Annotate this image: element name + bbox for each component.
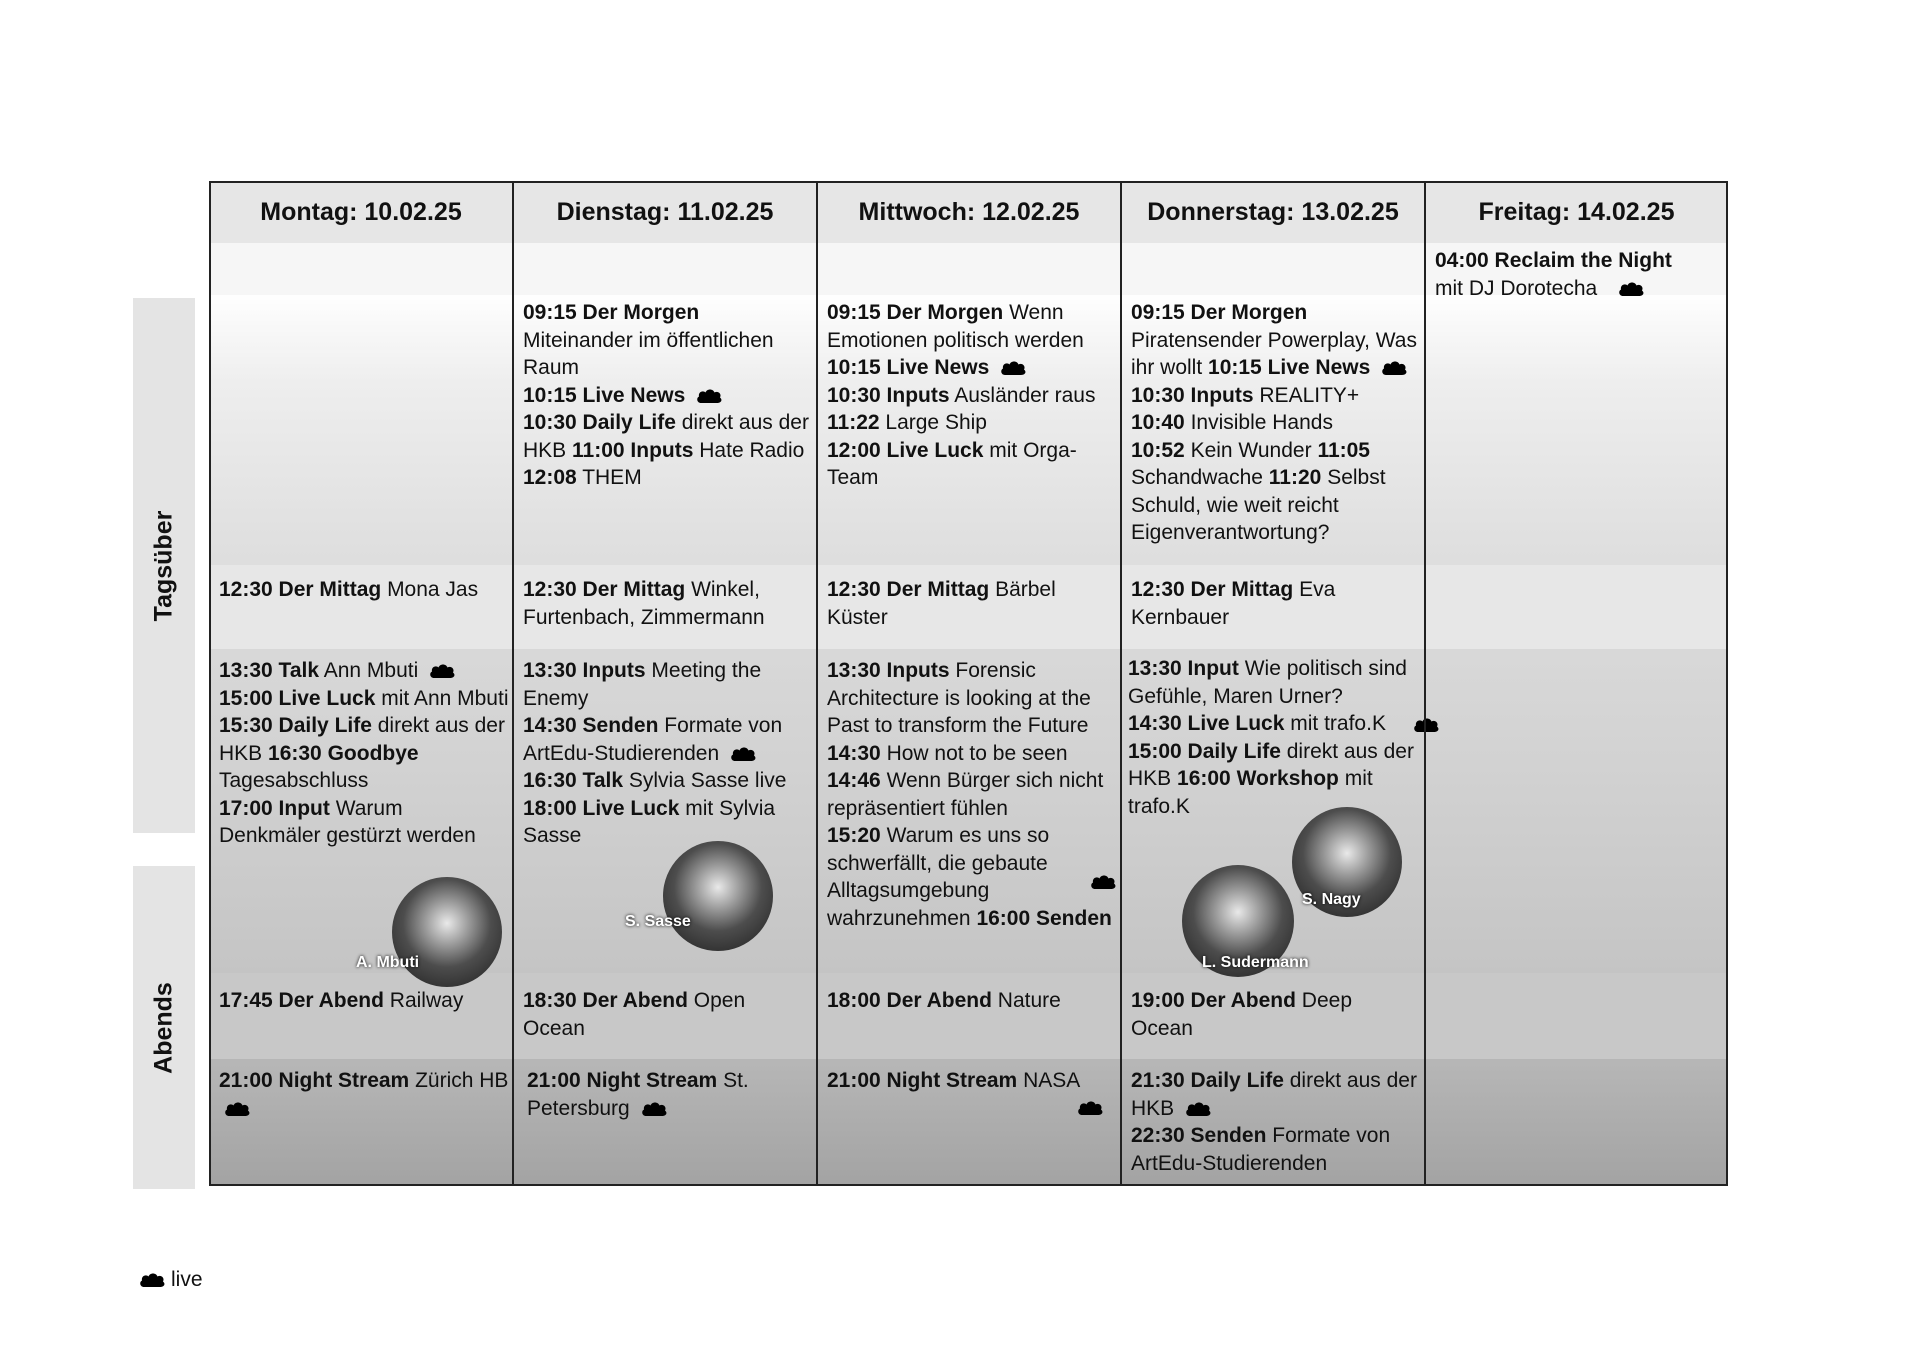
cloud-icon [138,1271,166,1289]
legend-label: live [171,1268,203,1291]
event-text: Railway [389,989,464,1012]
event-title: 21:00 Night Stream [527,1069,718,1092]
event-text: Kein Wunder [1190,438,1312,462]
event-text: Mona Jas [387,578,479,601]
event-title: 15:00 Daily Life [1128,739,1281,763]
event-title: 16:00 Senden [976,906,1112,930]
event-text: Open Ocean [523,989,746,1040]
event-text: REALITY+ [1259,383,1360,407]
event-title: 14:30 [827,741,881,765]
event-title: 10:15 Live News [1208,356,1371,379]
event-text: Formate von ArtEdu-Studierenden [1131,1124,1391,1175]
event-title: 04:00 Reclaim the Night [1435,249,1672,272]
event-title: 10:15 Live News [523,383,686,407]
event-text: direkt aus der HKB [219,714,505,765]
event-title: 09:15 Der Morgen [827,301,1004,324]
event-title: 09:15 Der Morgen [523,301,700,324]
event-text: Forensic Architecture is looking at the Past to transform the Future [827,659,1091,737]
event-title: 10:40 [1131,411,1185,434]
event-text: Piratensender Powerplay, Was ihr wollt [1131,328,1417,379]
event-text: Eva Kernbauer [1131,578,1336,629]
event-title: 10:30 Inputs [827,383,950,407]
event-text: How not to be seen [886,741,1068,765]
event-text: mit Ann Mbuti [381,686,509,710]
event-text: direkt aus der HKB [1131,1069,1417,1120]
event-text: Warum es uns so schwerfällt, die gebaute Alltagsumgebung wahrzunehmen [827,824,1050,930]
event-title: 14:30 Live Luck [1128,712,1285,735]
event-title: 17:00 Input [219,796,330,820]
event-text: Meeting the Enemy [523,659,762,710]
event-text: Zürich HB [415,1069,509,1092]
event-title: 21:00 Night Stream [219,1069,410,1092]
event-text: Ausländer raus [954,383,1096,407]
event-title: 16:30 Talk [523,769,624,792]
event-title: 16:00 Workshop [1177,767,1339,790]
event-text: Wenn Emotionen politisch werden [827,301,1084,352]
event-text: Wie politisch sind Gefühle, Maren Urner? [1128,657,1407,708]
event-title: 11:00 Inputs [572,438,694,462]
event-text: mit trafo.K [1128,767,1373,818]
event-title: 09:15 Der Morgen [1131,301,1308,324]
day-header-friday: Freitag: 14.02.25 [1478,198,1675,226]
event-text: Wenn Bürger sich nicht repräsentiert fühlen [827,769,1104,820]
event-text: direkt aus der HKB [523,411,809,462]
event-title: 11:22 [827,411,880,434]
event-title: 21:30 Daily Life [1131,1069,1284,1092]
evening-label: Abends [149,981,178,1074]
event-text: mit DJ Dorotecha [1435,276,1598,300]
avatar-caption: A. Mbuti [356,954,420,971]
event-title: 13:30 Talk [219,659,320,682]
event-title: 10:15 Live News [827,356,990,379]
event-title: 17:45 Der Abend [219,989,384,1012]
evening-label-bar [133,866,195,1189]
event-title: 11:05 [1317,438,1370,462]
event-title: 12:08 [523,466,577,489]
event-title: 19:00 Der Abend [1131,989,1296,1012]
legend [138,1268,203,1292]
event-text: Miteinander im öffentlichen Raum [523,328,774,379]
avatar-caption: S. Sasse [625,913,691,930]
event-text: Winkel, Furtenbach, Zimmermann [523,578,765,629]
event-text: St. Petersburg [527,1069,749,1120]
event-title: 22:30 Senden [1131,1124,1267,1147]
event-text: Schandwache [1131,466,1263,489]
daytime-label-bar [133,298,195,833]
event-text: Nature [997,989,1061,1012]
event-text: Bärbel Küster [827,578,1056,629]
event-title: 10:30 Daily Life [523,411,676,434]
event-title: 13:30 Input [1128,657,1239,680]
avatar-caption: S. Nagy [1302,891,1361,908]
event-text: mit Orga-Team [827,438,1077,489]
event-title: 13:30 Inputs [827,659,950,682]
event-title: 13:30 Inputs [523,659,646,682]
event-title: 15:20 [827,824,881,847]
event-text: Invisible Hands [1190,411,1333,434]
day-header-monday: Montag: 10.02.25 [260,198,462,226]
event-text: Deep Ocean [1131,989,1352,1040]
event-text: Selbst Schuld, wie weit reicht Eigenverantwortung? [1131,466,1386,544]
event-text: mit trafo.K [1290,712,1386,735]
event-text: mit Sylvia Sasse [523,796,776,847]
event-title: 12:30 Der Mittag [827,578,990,601]
event-title: 16:30 Goodbye [268,741,419,765]
event-text: Sylvia Sasse live [628,769,787,792]
event-title: 12:30 Der Mittag [523,578,686,601]
event-title: 15:00 Live Luck [219,686,376,710]
event-text: NASA [1023,1069,1081,1092]
event-text: Large Ship [885,411,987,434]
event-text: Formate von ArtEdu-Studierenden [523,714,783,765]
table-frame [209,181,1728,1186]
event-text: Hate Radio [699,438,805,462]
day-header-thursday: Donnerstag: 13.02.25 [1147,198,1399,226]
event-text: THEM [582,466,642,489]
event-title: 14:46 [827,769,881,792]
event-title: 12:00 Live Luck [827,438,984,462]
event-title: 10:52 [1131,438,1185,462]
day-header-wednesday: Mittwoch: 12.02.25 [858,198,1080,226]
event-title: 14:30 Senden [523,714,659,737]
event-title: 18:30 Der Abend [523,989,688,1012]
schedule-table [209,181,1728,1186]
event-title: 18:00 Der Abend [827,989,992,1012]
event-text: direkt aus der HKB [1128,739,1414,790]
event-title: 12:30 Der Mittag [219,578,382,601]
avatar-caption: L. Sudermann [1202,954,1309,971]
event-title: 21:00 Night Stream [827,1069,1018,1092]
day-header-tuesday: Dienstag: 11.02.25 [556,198,774,226]
daytime-label: Tagsüber [149,510,178,621]
event-title: 10:30 Inputs [1131,383,1254,407]
event-text: Warum Denkmäler gestürzt werden [219,796,476,847]
event-title: 15:30 Daily Life [219,714,372,737]
event-title: 12:30 Der Mittag [1131,578,1294,601]
event-title: 18:00 Live Luck [523,796,680,820]
event-text: Tagesabschluss [219,769,369,792]
event-text: Ann Mbuti [323,659,419,682]
event-title: 11:20 [1268,466,1322,489]
